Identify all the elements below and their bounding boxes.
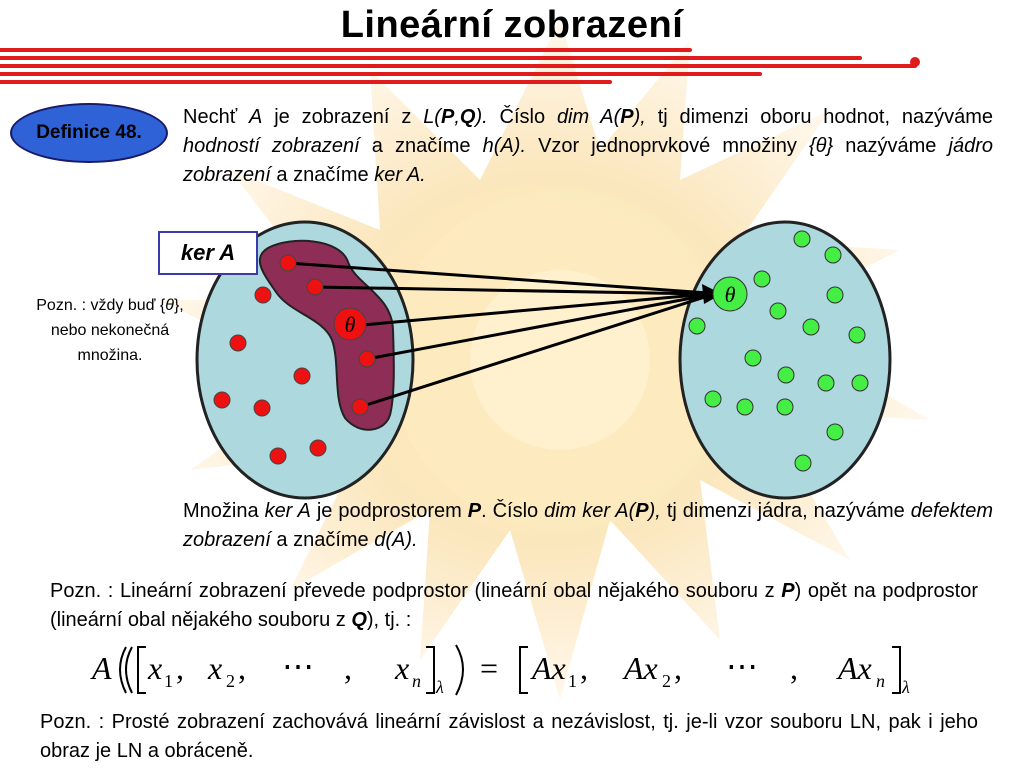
formula-lambda: λ (436, 677, 444, 697)
formula-comma: , (344, 650, 352, 686)
theta-label-codomain: θ (724, 282, 736, 307)
domain-point (270, 448, 286, 464)
formula-subn: n (412, 671, 421, 691)
kernel-point (352, 399, 368, 415)
formula-sub2: 2 (226, 671, 235, 691)
ker-label-box: ker A (158, 231, 258, 275)
formula-comma: , (238, 650, 246, 686)
codomain-point (803, 319, 819, 335)
formula-dots: ⋯ (282, 648, 314, 684)
codomain-point (825, 247, 841, 263)
codomain-point (770, 303, 786, 319)
codomain-point (705, 391, 721, 407)
formula-subn: n (876, 671, 885, 691)
theta-zero-codomain (713, 277, 747, 311)
theta-zero-domain (334, 308, 366, 340)
formula-sub1: 1 (164, 671, 173, 691)
formula-xn: x (395, 650, 410, 686)
definition-badge: Definice 48. (10, 103, 168, 163)
domain-point (310, 440, 326, 456)
domain-point (254, 400, 270, 416)
codomain-point (852, 375, 868, 391)
formula-lambda: λ (902, 677, 910, 697)
codomain-point (849, 327, 865, 343)
formula-comma: , (176, 650, 184, 686)
formula-sub1: 1 (568, 671, 577, 691)
formula-Axn: Ax (838, 650, 872, 686)
codomain-point (777, 399, 793, 415)
codomain-point (795, 455, 811, 471)
kernel-point (280, 255, 296, 271)
note-injective: Pozn. : Prosté zobrazení zachovává lineární závislost a nezávislost, tj. je-li vzor souboru LN, pak i jeho obraz je LN a obráceně. (40, 711, 978, 762)
codomain-point (689, 318, 705, 334)
domain-point (230, 335, 246, 351)
note-linear-span: Pozn. : Lineární zobrazení převede podprostor (lineární obal nějakého souboru z P) opět na podprostor (lineární obal nějakého souboru z Q), tj. : (50, 580, 978, 631)
codomain-point (737, 399, 753, 415)
formula-Ax1: Ax (532, 650, 566, 686)
formula-x2: x (208, 650, 223, 686)
codomain-point (745, 350, 761, 366)
codomain-point (827, 287, 843, 303)
formula-x1: x (148, 650, 163, 686)
kernel-point (359, 351, 375, 367)
domain-point (294, 368, 310, 384)
note-kernel: Pozn. : vždy buď {θ}, nebo nekonečná množina. (36, 297, 184, 364)
formula-comma: , (790, 650, 798, 686)
formula-A: A (92, 650, 112, 686)
domain-point (214, 392, 230, 408)
formula-equals: = (480, 650, 499, 686)
formula-Ax2: Ax (624, 650, 658, 686)
theta-label-domain: θ (344, 312, 356, 337)
domain-point (255, 287, 271, 303)
codomain-point (794, 231, 810, 247)
codomain-point (754, 271, 770, 287)
codomain-point (818, 375, 834, 391)
definition-text: Nechť A je zobrazení z L(P,Q). Číslo dim A(P), tj dimenzi oboru hodnot, nazýváme hodností zobrazení a značíme h(A). Vzor jednoprvkové množiny {θ} nazýváme jádro zobrazení a značíme ker A. (183, 106, 994, 186)
formula-comma: , (580, 650, 588, 686)
formula-sub2: 2 (662, 671, 671, 691)
kernel-point (307, 279, 323, 295)
kernel-defect-text: Množina ker A je podprostorem P. Číslo dim ker A(P), tj dimenzi jádra, nazýváme defektem zobrazení a značíme d(A). (183, 500, 993, 551)
codomain-point (778, 367, 794, 383)
codomain-point (827, 424, 843, 440)
span-formula (90, 637, 960, 701)
formula-comma: , (674, 650, 682, 686)
formula-dots: ⋯ (726, 648, 758, 684)
page-title: Lineární zobrazení (340, 4, 684, 46)
codomain-set (680, 222, 890, 498)
